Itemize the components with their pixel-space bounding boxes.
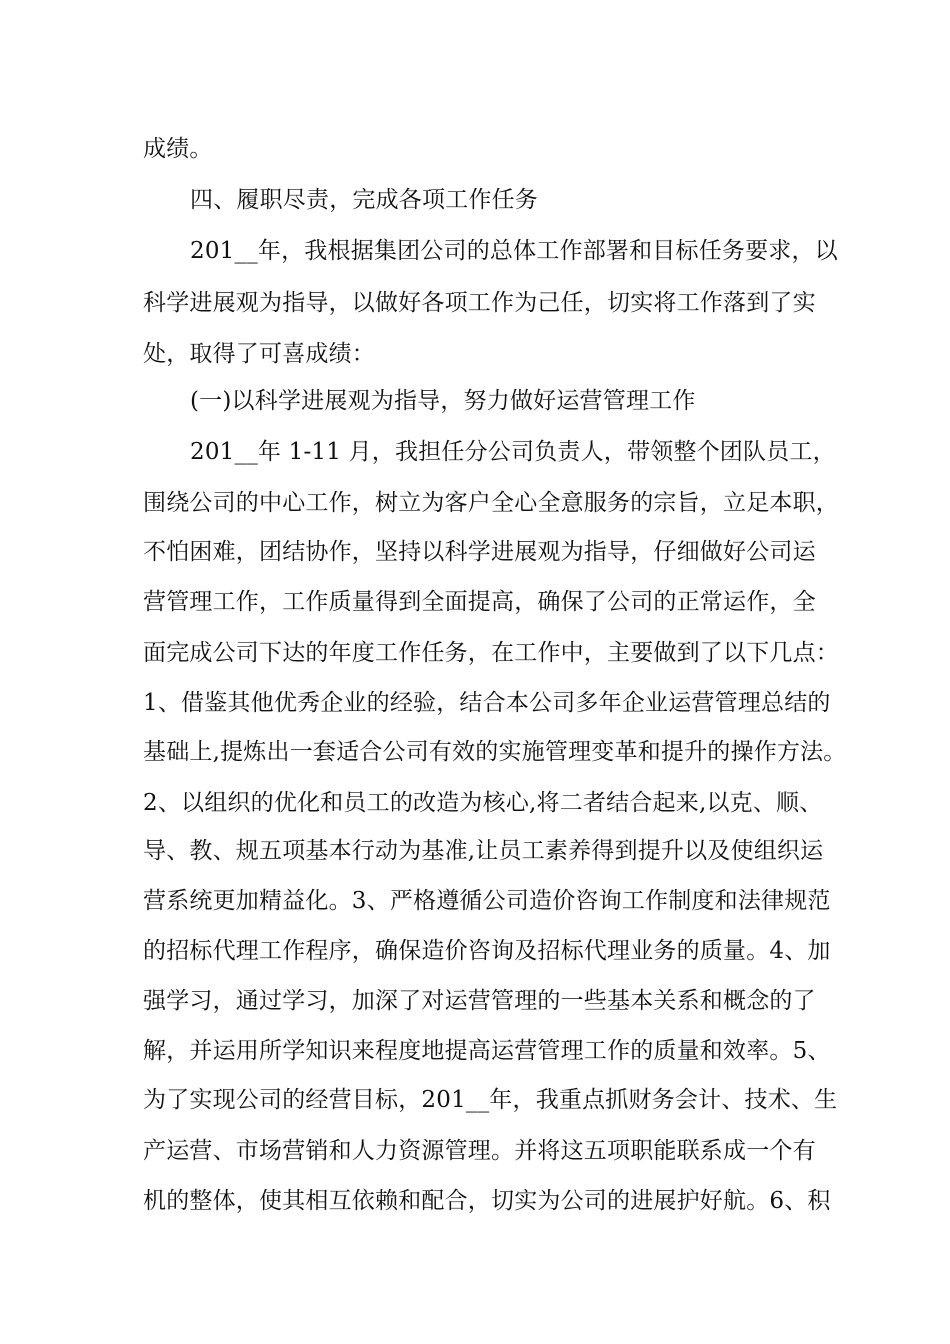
subsection-heading: (一)以科学进展观为指导，努力做好运营管理工作 (190, 388, 696, 414)
paragraph-line: 围绕公司的中心工作，树立为客户全心全意服务的宗旨，立足本职， (143, 490, 839, 516)
section-heading: 四、履职尽责，完成各项工作任务 (190, 187, 538, 213)
paragraph-line: 强学习，通过学习，加深了对运营管理的一些基本关系和概念的了 (143, 988, 816, 1014)
paragraph-line: 营系统更加精益化。3、严格遵循公司造价咨询工作制度和法律规范 (143, 888, 831, 914)
paragraph-line: 1、借鉴其他优秀企业的经验，结合本公司多年企业运营管理总结的 (143, 690, 831, 716)
paragraph-line: 导、教、规五项基本行动为基准,让员工素养得到提升以及使组织运 (143, 838, 824, 864)
paragraph-line: 201__年，我根据集团公司的总体工作部署和目标任务要求，以 (190, 238, 838, 264)
paragraph-line: 解，并运用所学知识来程度地提高运营管理工作的质量和效率。5、 (143, 1038, 831, 1064)
paragraph-line: 基础上,提炼出一套适合公司有效的实施管理变革和提升的操作方法。 (143, 739, 847, 765)
paragraph-line: 的招标代理工作程序，确保造价咨询及招标代理业务的质量。4、加 (143, 938, 831, 964)
paragraph-line: 机的整体，使其相互依赖和配合，切实为公司的进展护好航。6、积 (143, 1188, 831, 1214)
paragraph-line: 面完成公司下达的年度工作任务，在工作中，主要做到了以下几点： (143, 640, 839, 666)
paragraph-line: 处，取得了可喜成绩： (143, 341, 375, 367)
paragraph-line: 产运营、市场营销和人力资源管理。并将这五项职能联系成一个有 (143, 1138, 816, 1164)
paragraph-line: 营管理工作，工作质量得到全面提高，确保了公司的正常运作，全 (143, 589, 816, 615)
paragraph-line: 科学进展观为指导，以做好各项工作为己任，切实将工作落到了实 (143, 290, 816, 316)
paragraph-line: 成绩。 (143, 136, 213, 162)
paragraph-line: 201__年 1-11 月，我担任分公司负责人，带领整个团队员工， (190, 439, 836, 465)
paragraph-line: 不怕困难，团结协作，坚持以科学进展观为指导，仔细做好公司运 (143, 539, 816, 565)
paragraph-line: 2、以组织的优化和员工的改造为核心,将二者结合起来,以克、顺、 (143, 790, 823, 816)
paragraph-line: 为了实现公司的经营目标，201__年，我重点抓财务会计、技术、生 (143, 1087, 838, 1113)
